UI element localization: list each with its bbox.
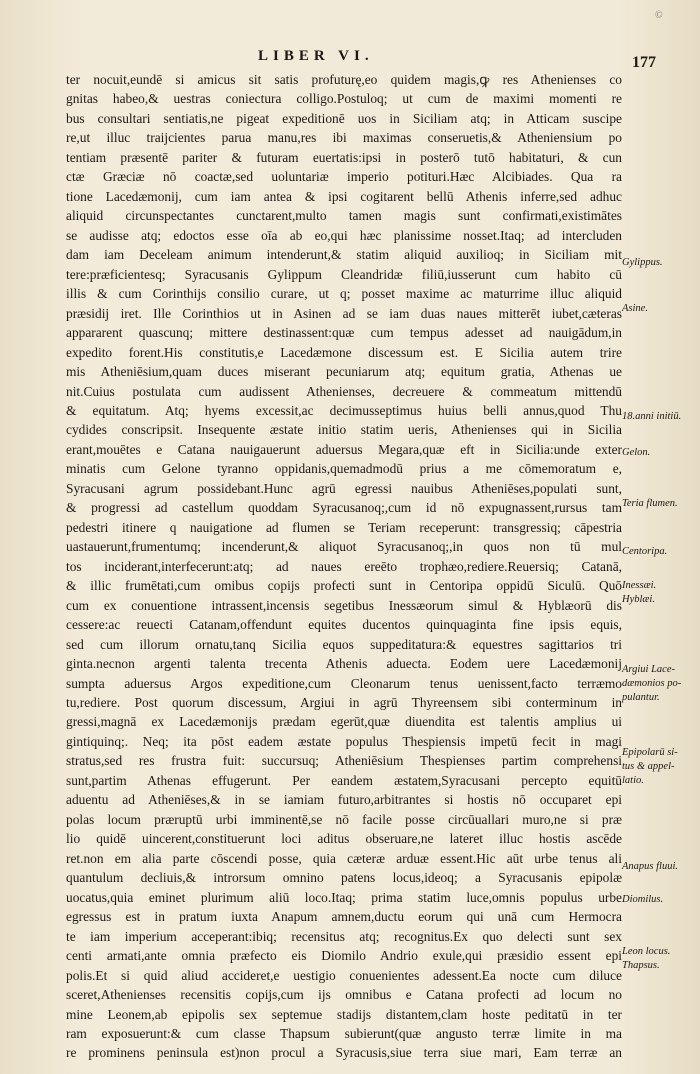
margin-note: Asine.: [622, 303, 648, 314]
text-line: te iam imperium acceperant:ibiq; recensitus atq; recognitus.Ex quo delecti sunt sex: [66, 928, 622, 944]
text-line: Syracusani agrum possidebant.Hunc agrū egressi nauibus Atheniēses,populati sunt,: [66, 480, 622, 496]
text-line: ram exposuerunt:& cum classe Thapsum subierunt(quæ angusto terræ limite in ma: [66, 1025, 622, 1041]
text-line: stratus,sed res frustra fuit: succursuq; Atheniēsium Thespienses partim comprehensi: [66, 753, 622, 769]
text-line: egressus est in pratum iuxta Anapum amnem,ductu eorum qui unā cum Hermocra: [66, 909, 622, 925]
text-line: gnitas habeo,& uestras coniectura colligo.Postuloq; ut cum de maximi momenti re: [66, 91, 622, 107]
body-text: [66, 70, 622, 1063]
margin-note: Centoripa.: [622, 546, 668, 557]
text-line: & progressi ad castellum quoddam Syracusanoq;,cum id nō expugnassent,rursus tam: [66, 500, 622, 516]
margin-note: 18.anni initiū.: [622, 411, 682, 422]
text-line: ginta.necnon argenti talenta trecenta Athenis aduecta. Eodem uere Lacedæmonij: [66, 656, 622, 672]
text-line: tione Lacedæmonij, cum iam antea & ipsi cogitarent bellū Athenis inferre,sed adhuc: [66, 188, 622, 204]
text-line: sunt,partim Athenas effugerunt. Per eandem æstatem,Syracusani percepto equitū: [66, 772, 622, 788]
running-title: LIBER VI.: [258, 48, 374, 64]
page-number: 177: [632, 54, 656, 71]
text-line: præsidij iret. Ille Corinthios ut in Asinen ad se iam duas naues mitterēt iubet,cæteras: [66, 305, 622, 321]
text-line: centi armati,ante omnia præfecto eis Diomilo Andrio exule,qui præsidio essent epi: [66, 948, 622, 964]
text-line: expedito forent.His constitutis,e Lacedæmone discessum est. E Sicilia autem trire: [66, 344, 622, 360]
text-line: cum ex conuentione intrassent,incensis segetibus Inessæorum simul & Hyblæorū dis: [66, 597, 622, 613]
margin-note: Argiui Lace- dæmonios po- pulantur.: [622, 664, 682, 703]
text-line: tere:præficientesq; Syracusanis Gylippum Cleandridæ filiū,iusserunt cum habito cū: [66, 266, 622, 282]
text-line: cydides conscripsit. Insequente æstate initio statim ueris, Athenienses qui in Sicilia: [66, 422, 622, 438]
text-line: mine Leonem,ab epipolis sex septemue stadijs distantem,clam hoste peditatū in ter: [66, 1006, 622, 1022]
text-line: se audisse atq; edoctos esse oīa ab eo,qui hæc planissime nosset.Itaq; ad intercluden: [66, 227, 622, 243]
text-line: sed cum illorum ornatu,tanq Sicilia equos suppeditatura:& equestres sagittarios tri: [66, 636, 622, 652]
text-line: tos inciderant,interfecerunt:atq; ad naues ereēto trophæo,rediere.Reuersiq; Catanā,: [66, 558, 622, 574]
text-line: mis Atheniēsium,quam duces miserant pecuniarum atq; equitum gratia, Athenas ue: [66, 364, 622, 380]
text-line: polas locum præruptū urbi imminentē,se nō facile posse circūuallari muro,ne si præ: [66, 811, 622, 827]
text-line: tu,rediere. Post quorum discessum, Argiui in agrū Thyreensem sibi conterminum in: [66, 695, 622, 710]
text-line: polis.Et si quid aliud accideret,e uestigio conuenientes adessent.Ea nocte cum diluce: [66, 967, 622, 983]
text-line: aliquid circunspectantes cunctarent,multo tamen magis sunt confirmati,existimātes: [66, 208, 622, 224]
text-line: nit.Cuius postulata cum audissent Athenienses, decreuere & commeatum mittendū: [66, 383, 622, 399]
margin-notes: [622, 0, 700, 1074]
text-line: bus consultari sentiatis,ne pigeat expeditionē uos in Siciliam atq; in Atticam suscipe: [66, 110, 622, 126]
text-line: uocatus,quia eminet plurimum aliū loco.Itaq; prima statim luce,omnis populus urbe: [66, 889, 622, 905]
text-line: re,ut illuc traijcientes parua manu,res ibi maximas conseruetis,& Atheniensium po: [66, 130, 622, 146]
text-line: sceret,Athenienses recensitis copijs,cum ijs omnibus e Catana profecti ad locum no: [66, 987, 622, 1003]
text-line: ctæ Græciæ nō coactæ,sed uoluntariæ imperio potituri.Hæc Alcibiades. Qua ra: [66, 169, 622, 185]
text-line: dam iam Deceleam animum intenderunt,& statim aliquid auxilioq; in Siciliam mit: [66, 247, 622, 263]
text-line: ter nocuit,eundē si amicus sit satis profuturę,eo quidem magis,ꝙ res Athenienses co: [66, 72, 622, 87]
text-line: gintiquinq;. Neq; ita pōst eadem æstate populus Thespiensis impetū fecit in magi: [66, 733, 622, 749]
text-line: tentiam præsentē pariter & futuram euertatis:ipsi in posterō tutō habitaturi, & cun: [66, 149, 622, 165]
text-line: ret.non em alia parte cōscendi posse, quia cæteræ arduæ essent.Hic aūt urbe tenus ali: [66, 850, 622, 866]
text-line: cessere:ac reuecti Catanam,offendunt equites ducentos quinquaginta fine ipsis equis,: [66, 617, 622, 633]
text-line: & equitatum. Atq; hyems excessit,ac decimusseptimus huius belli annus,quod Thu: [66, 402, 622, 418]
text-line: aduentu ad Atheniēses,& in se iamiam futuro,arbitrantes si hostis nō occuparet epi: [66, 792, 622, 808]
margin-note: Teria flumen.: [622, 498, 678, 509]
margin-note: Leon locus. Thapsus.: [622, 946, 671, 971]
margin-note: Diomilus.: [622, 894, 664, 905]
text-line: minatis cum Gelone tyranno oppidanis,quemadmodū prius a me cōmemoratum e,: [66, 461, 622, 477]
text-line: uastauerunt,frumentumq; incenderunt,& aliquot Syracusanoq;,in quos non tū mul: [66, 539, 622, 555]
text-line: pedestri itinere q nauigatione ad flumen se Teriam receperunt: transgressiq; cāpestria: [66, 519, 622, 535]
text-line: appararent quascunq; mittere destinassent:quæ cum tempus adesset ad nauigādum,in: [66, 325, 622, 341]
text-line: & illic frumētati,cum omibus copijs profecti sunt in Centoripa oppidū Siculū. Quō: [66, 578, 622, 594]
margin-note: Anapus fluui.: [622, 861, 679, 872]
text-line: re prominens peninsula est)non procul a Syracusis,siue terra siue mari, Eam terræ an: [66, 1045, 622, 1061]
text-line: illis & cum Corinthijs consilio curare, ut q; posset maxime ac maturrime illuc aliquid: [66, 286, 622, 302]
margin-note: Gylippus.: [622, 257, 663, 268]
corner-mark: ©: [655, 10, 663, 21]
text-line: quantulum decliuis,& introrsum omnino patens locus,ideoq; a Syracusanis epipolæ: [66, 870, 622, 886]
text-line: gressi,magnā ex Lacedæmonijs prædam egerūt,quæ diuendita est talentis amplius ui: [66, 714, 622, 730]
text-line: erant,mouētes e Catana nauigauerunt aduersus Megara,quæ eft in Sicilia:unde exter: [66, 441, 622, 457]
margin-note: Inessæi. Hyblæi.: [622, 580, 657, 605]
margin-note: Gelon.: [622, 447, 651, 458]
text-line: lio quidē uincerent,constituerunt loci aditus obseruare,ne lateret illuc hostis ascēde: [66, 831, 622, 847]
margin-note: Epipolarū si- tus & appel- latio.: [622, 747, 678, 786]
text-line: sumpta aduersus Argos expeditione,cum Cleonarum tenus uenissent,facto terræmo: [66, 675, 622, 691]
